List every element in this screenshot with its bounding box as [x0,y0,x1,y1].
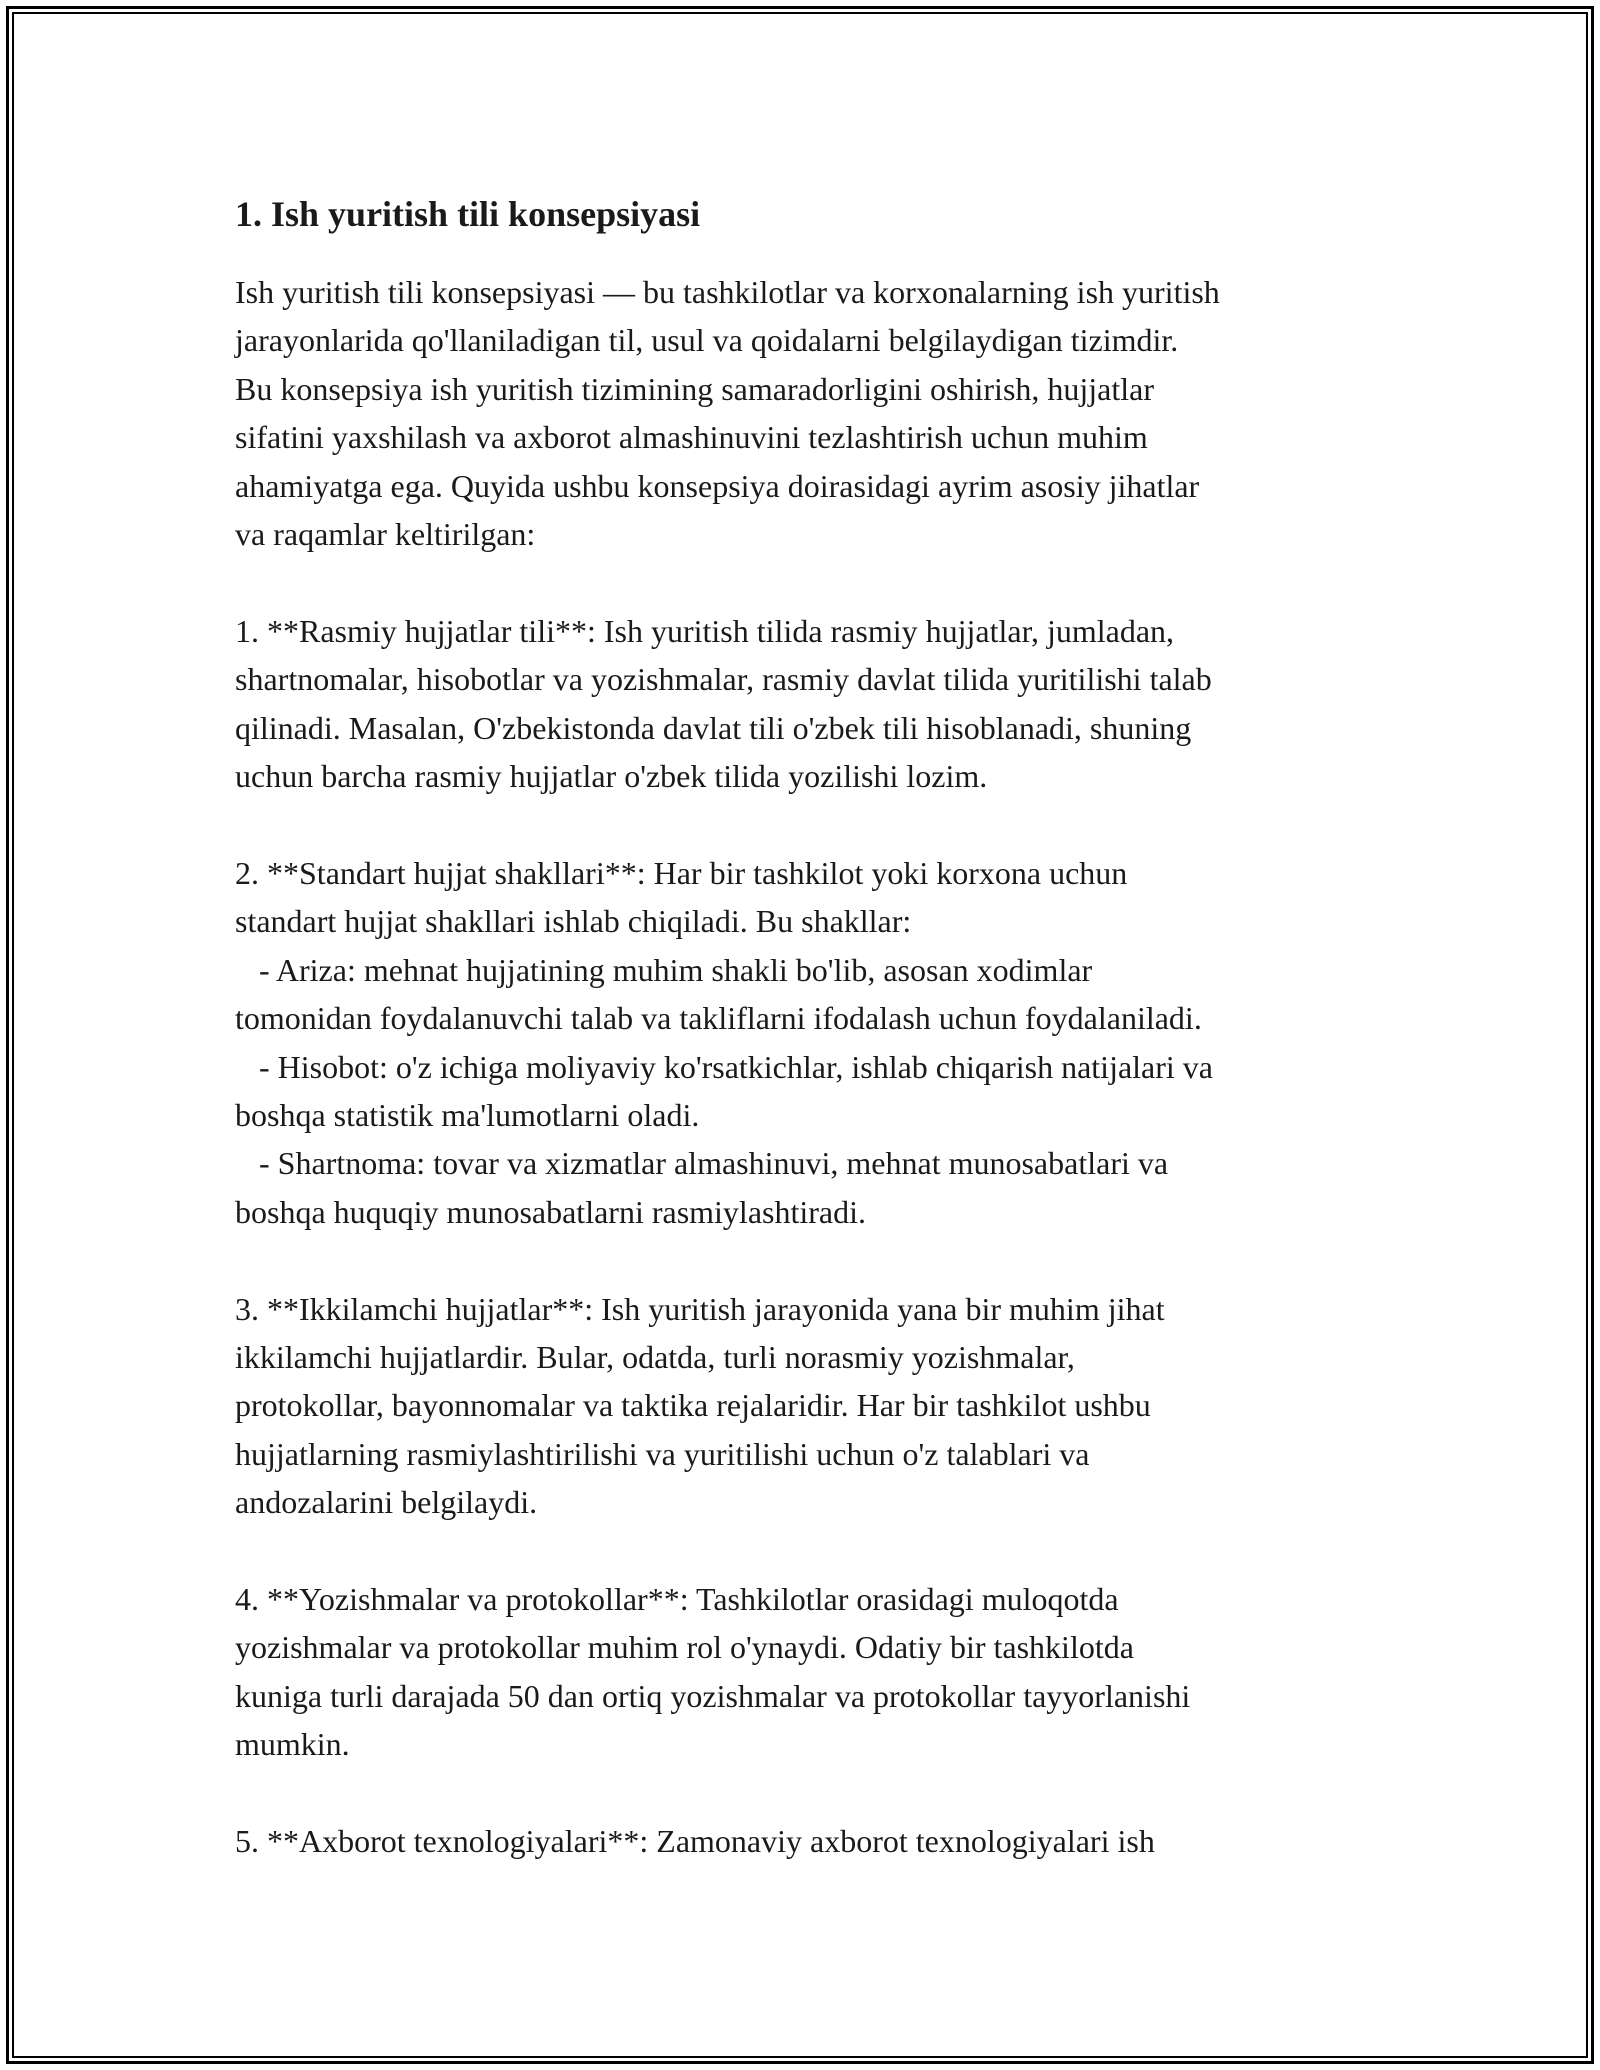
document-body: Ish yuritish tili konsepsiyasi — bu tashkilotlar va korxonalarning ish yuritish jarayonlarida qo'llaniladigan til, usul va qoidalarni belgilaydigan tizimdir. Bu konsepsiya ish yuritish tizimining samaradorligini oshirish, hujjatlar sifatini yaxshilash va axborot almashinuvini tezlashtirish uchun muhim ahamiyatga ega. Quyida ushbu konsepsiya doirasidagi ayrim asosiy jihatlar va raqamlar keltirilgan: 1. **Rasmiy hujjatlar tili**: Ish yuritish tilida rasmiy hujjatlar, jumladan, shartnomalar, hisobotlar va yozishmalar, rasmiy davlat tilida yuritilishi talab qilinadi. Masalan, O'zbekistonda davlat tili o'zbek tili hisoblanadi, shuning uchun barcha rasmiy hujjatlar o'zbek tilida yozilishi lozim. 2. **Standart hujjat shakllari**: Har bir tashkilot yoki korxona uchun standart hujjat shakllari ishlab chiqiladi. Bu shakllar: - Ariza: mehnat hujjatining muhim shakli bo'lib, asosan xodimlar tomonidan foydalanuvchi talab va takliflarni ifodalash uchun foydalaniladi. - Hisobot: o'z ichiga moliyaviy ko'rsatkichlar, ishlab chiqarish natijalari va boshqa statistik ma'lumotlarni oladi. - Shartnoma: tovar va xizmatlar almashinuvi, mehnat munosabatlari va boshqa huquqiy munosabatlarni rasmiylashtiradi. 3. **Ikkilamchi hujjatlar**: Ish yuritish jarayonida yana bir muhim jihat ikkilamchi hujjatlardir. Bular, odatda, turli norasmiy yozishmalar, protokollar, bayonnomalar va taktika rejalaridir. Har bir tashkilot ushbu hujjatlarning rasmiylashtirilishi va yuritilishi uchun o'z talablari va andozalarini belgilaydi. 4. **Yozishmalar va protokollar**: Tashkilotlar orasidagi muloqotda yozishmalar va protokollar muhim rol o'ynaydi. Odatiy bir tashkilotda kuniga turli darajada 50 dan ortiq yozishmalar va protokollar tayyorlanishi mumkin. 5. **Axborot texnologiyalari**: Zamonaviy axborot texnologiyalari ish [235,274,1220,1859]
document-page [235,188,1375,1865]
document-title: 1. Ish yuritish tili konsepsiyasi [235,194,701,234]
